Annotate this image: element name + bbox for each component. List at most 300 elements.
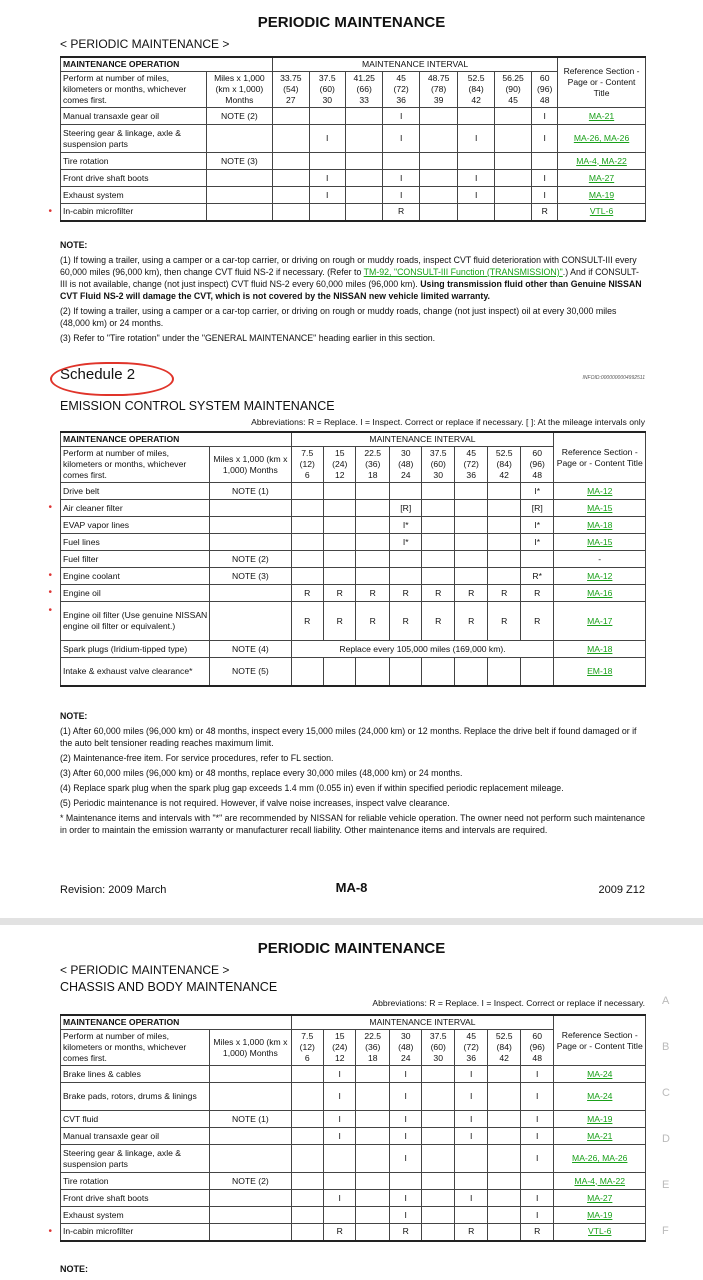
interval-cell: I: [324, 1190, 356, 1207]
reference-link[interactable]: MA-26, MA-26: [572, 1153, 628, 1163]
reference-link[interactable]: MA-27: [588, 172, 615, 183]
interval-column-header: [494, 72, 531, 108]
interval-cell: I: [389, 1128, 421, 1145]
chassis-section-title: CHASSIS AND BODY MAINTENANCE: [60, 980, 278, 994]
interval-months: 6: [304, 1053, 310, 1063]
interval-km: (54): [283, 84, 299, 94]
interval-cell: [488, 551, 520, 568]
reference-link[interactable]: MA-18: [587, 643, 613, 654]
notes-block-2: [60, 710, 646, 839]
interval-cell: [356, 483, 390, 500]
bullet-marker: •: [48, 502, 53, 513]
interval-cell: [R]: [389, 500, 421, 517]
interval-cell: R: [520, 602, 554, 641]
interval-cell: [324, 534, 356, 551]
interval-column-header: [520, 1030, 554, 1066]
note2-5: (5) Periodic maintenance is not required. However, if valve noise increases, inspect valve clearance.: [60, 798, 450, 808]
interval-km: (72): [463, 459, 479, 469]
note-2: (2) If towing a trailer, using a camper or a car-top carrier, or driving on rough or muddy roads, change (not just inspect) oil at every 30,000 miles (48,000 km) or 24 months.: [60, 306, 617, 328]
interval-cell: R: [488, 602, 520, 641]
interval-cell: [273, 153, 309, 170]
note-1-text-a: (1) If towing a trailer, using a camper or a car-top carrier, or driving on rough or muddy roads, inspect CVT fluid deterioration with CONSULT-III every 60,000 miles (96,000 km), then change CVT fluid NS-2 if necessary. (Refer to: [60, 255, 637, 277]
interval-cell: I: [324, 1083, 356, 1111]
note2-4: (4) Replace spark plug when the spark plug gap exceeds 1.4 mm (0.055 in) even if within specified periodic replacement mileage.: [60, 783, 564, 793]
interval-cell: R: [389, 602, 421, 641]
note-1-warning: Using transmission fluid other than Genuine NISSAN CVT Fluid NS-2 will damage the CVT, which is not covered by the NISSAN new vehicle limited warranty.: [60, 279, 642, 301]
interval-cell: [520, 1173, 554, 1190]
note-ref: [210, 1066, 291, 1083]
interval-cell: I*: [520, 483, 554, 500]
interval-cell: I: [324, 1128, 356, 1145]
interval-km: (90): [505, 84, 521, 94]
table-row: [61, 1190, 646, 1207]
interval-cell: [356, 534, 390, 551]
reference-link[interactable]: MA-27: [587, 1192, 613, 1203]
interval-column-header: [309, 72, 345, 108]
table-row: [61, 1128, 646, 1145]
perform-text: Perform at number of miles, kilometers or months, whichever comes first.: [61, 447, 210, 483]
interval-miles: 37.5: [429, 448, 447, 458]
reference-link[interactable]: MA-17: [587, 615, 613, 626]
interval-cell: R: [532, 204, 558, 221]
interval-miles: 45: [466, 448, 476, 458]
reference-cell: [558, 170, 646, 187]
interval-cell: [422, 1128, 454, 1145]
interval-cell: [291, 517, 323, 534]
interval-cell: [419, 170, 458, 187]
gutter-letter-c: C: [662, 1087, 670, 1099]
reference-link[interactable]: EM-18: [587, 665, 613, 676]
interval-cell: I: [454, 1083, 488, 1111]
reference-cell: [554, 1111, 646, 1128]
interval-km: (84): [496, 459, 512, 469]
interval-cell: [488, 500, 520, 517]
reference-link[interactable]: VTL-6: [588, 1226, 612, 1237]
units-text: Miles x 1,000 (km x 1,000) Months: [210, 1030, 291, 1066]
interval-miles: 52.5: [495, 448, 513, 458]
table-row: [61, 534, 646, 551]
reference-cell: [554, 1145, 646, 1173]
note-ref: [206, 125, 272, 153]
abbreviations-line-2: Abbreviations: R = Replace. I = Inspect. Correct or replace if necessary.: [372, 998, 645, 1008]
interval-cell: [356, 500, 390, 517]
reference-cell: [554, 1128, 646, 1145]
reference-link[interactable]: VTL-6: [589, 206, 614, 217]
operation-name: Fuel filter: [61, 551, 210, 568]
interval-cell: [324, 568, 356, 585]
red-annotation-circle: [50, 362, 174, 396]
note-ref: [210, 1145, 291, 1173]
interval-cell: [324, 1173, 356, 1190]
reference-link[interactable]: MA-4, MA-22: [576, 155, 627, 166]
interval-cell: [356, 568, 390, 585]
reference-link[interactable]: MA-4, MA-22: [574, 1175, 626, 1186]
interval-cell: [345, 108, 382, 125]
table-row: [61, 108, 646, 125]
interval-cell: [309, 153, 345, 170]
note-ref: [210, 517, 291, 534]
reference-link[interactable]: MA-19: [587, 1113, 613, 1124]
bullet-marker: •: [48, 1226, 53, 1237]
reference-link[interactable]: MA-15: [587, 502, 613, 513]
operation-name: Tire rotation: [61, 1173, 210, 1190]
interval-miles: 37.5: [318, 73, 336, 83]
interval-miles: 7.5: [301, 448, 314, 458]
interval-header: MAINTENANCE INTERVAL: [291, 1015, 554, 1030]
interval-km: (96): [529, 459, 545, 469]
reference-link[interactable]: MA-18: [587, 519, 613, 530]
operation-name: Exhaust system: [61, 1207, 210, 1224]
notes-heading-3: NOTE:: [60, 1264, 88, 1274]
interval-cell: R: [389, 1224, 421, 1241]
reference-cell: [554, 500, 646, 517]
interval-cell: [389, 551, 421, 568]
operation-name: Engine oil: [61, 585, 210, 602]
interval-cell: R: [454, 602, 488, 641]
reference-header: Reference Section - Page or - Content Title: [558, 57, 646, 108]
interval-cell: [494, 204, 531, 221]
maintenance-table-2: [60, 431, 646, 687]
interval-km: (48): [398, 1042, 414, 1052]
interval-header: MAINTENANCE INTERVAL: [291, 432, 554, 447]
interval-miles: 60: [532, 448, 542, 458]
reference-cell: [558, 108, 646, 125]
interval-cell: R: [422, 602, 454, 641]
interval-column-header: [383, 72, 419, 108]
operation-name: CVT fluid: [61, 1111, 210, 1128]
interval-cell: [356, 1190, 390, 1207]
page-title: PERIODIC MAINTENANCE: [257, 14, 446, 31]
note-ref: NOTE (2): [210, 1173, 291, 1190]
interval-cell: I: [454, 1190, 488, 1207]
interval-cell: [309, 108, 345, 125]
note-3: (3) Refer to "Tire rotation" under the "GENERAL MAINTENANCE" heading earlier in this section.: [60, 333, 436, 343]
bullet-marker: •: [48, 570, 53, 581]
interval-cell: R: [389, 585, 421, 602]
interval-cell: I: [458, 187, 494, 204]
table-header-row: [61, 1015, 646, 1030]
reference-cell: [554, 1173, 646, 1190]
interval-column-header: [454, 1030, 488, 1066]
interval-cell: [488, 534, 520, 551]
operation-name: In-cabin microfilter: [61, 1224, 210, 1241]
op-header: MAINTENANCE OPERATION: [61, 432, 292, 447]
interval-km: (60): [430, 1042, 446, 1052]
operation-name: Exhaust system: [61, 187, 207, 204]
interval-column-header: [532, 72, 558, 108]
footer-page-number: MA-8: [335, 880, 368, 895]
interval-cell: [291, 1083, 323, 1111]
interval-cell: [454, 658, 488, 686]
schedule-label: Schedule 2: [60, 366, 136, 383]
interval-cell: [389, 483, 421, 500]
interval-cell: [273, 170, 309, 187]
reference-link[interactable]: MA-19: [587, 1209, 613, 1220]
note-1-link[interactable]: TM-92, "CONSULT-III Function (TRANSMISSION)": [363, 267, 563, 277]
interval-months: 12: [334, 470, 345, 480]
interval-column-header: [389, 447, 421, 483]
note-ref: NOTE (3): [210, 568, 291, 585]
reference-header: Reference Section - Page or - Content Title: [554, 432, 646, 483]
interval-cell: I: [520, 1083, 554, 1111]
note-ref: [210, 1083, 291, 1111]
interval-cell: [324, 483, 356, 500]
reference-link[interactable]: MA-21: [587, 1130, 613, 1141]
op-header: MAINTENANCE OPERATION: [61, 1015, 292, 1030]
interval-cell: I*: [389, 534, 421, 551]
reference-cell: [554, 585, 646, 602]
operation-name: Front drive shaft boots: [61, 1190, 210, 1207]
interval-miles: 45: [396, 73, 406, 83]
interval-cell: [422, 1083, 454, 1111]
interval-cell: I: [532, 187, 558, 204]
interval-km: (36): [365, 459, 381, 469]
interval-cell: [324, 1145, 356, 1173]
table-row: [61, 1111, 646, 1128]
interval-miles: 33.75: [280, 73, 302, 83]
note-ref: [210, 1190, 291, 1207]
interval-cell: [291, 658, 323, 686]
interval-cell: [356, 517, 390, 534]
interval-cell: I: [520, 1190, 554, 1207]
bullet-marker: •: [48, 587, 53, 598]
interval-km: (96): [529, 1042, 545, 1052]
interval-cell: [356, 551, 390, 568]
table-row: [61, 1066, 646, 1083]
operation-name: Engine oil filter (Use genuine NISSAN engine oil filter or equivalent.): [61, 602, 210, 641]
interval-cell: [422, 658, 454, 686]
interval-miles: 56.25: [502, 73, 524, 83]
interval-months: 33: [359, 95, 369, 105]
interval-cell: [419, 204, 458, 221]
reference-link: -: [598, 553, 602, 564]
interval-km: (72): [393, 84, 409, 94]
interval-cell: I: [389, 1207, 421, 1224]
operation-name: Steering gear & linkage, axle & suspension parts: [61, 125, 207, 153]
operation-name: Intake & exhaust valve clearance*: [61, 658, 210, 686]
note-ref: [210, 585, 291, 602]
interval-km: (84): [468, 84, 484, 94]
reference-cell: [554, 551, 646, 568]
table-row: [61, 1173, 646, 1190]
note-ref: [206, 170, 272, 187]
interval-cell: [422, 534, 454, 551]
interval-column-header: [422, 1030, 454, 1066]
operation-name: Tire rotation: [61, 153, 207, 170]
interval-km: (12): [299, 459, 315, 469]
interval-cell: [422, 1145, 454, 1173]
interval-cell: [494, 187, 531, 204]
reference-cell: [554, 1224, 646, 1241]
interval-cell: I: [532, 170, 558, 187]
operation-name: Fuel lines: [61, 534, 210, 551]
interval-cell: [291, 1066, 323, 1083]
interval-cell: I*: [520, 517, 554, 534]
interval-column-header: [520, 447, 554, 483]
interval-miles: 41.25: [353, 73, 375, 83]
units-text: Miles x 1,000 (km x 1,000) Months: [206, 72, 272, 108]
interval-miles: 52.5: [467, 73, 485, 83]
reference-link[interactable]: MA-16: [587, 587, 613, 598]
note-ref: NOTE (1): [210, 483, 291, 500]
interval-cell: I: [458, 170, 494, 187]
reference-link[interactable]: MA-24: [587, 1091, 613, 1101]
interval-months: 30: [322, 95, 333, 105]
operation-name: EVAP vapor lines: [61, 517, 210, 534]
reference-link[interactable]: MA-26, MA-26: [573, 133, 630, 143]
interval-cell: [324, 500, 356, 517]
table-row: [61, 568, 646, 585]
interval-cell: [419, 187, 458, 204]
reference-cell: [554, 568, 646, 585]
interval-cell: [454, 568, 488, 585]
interval-cell: I: [454, 1128, 488, 1145]
interval-months: 18: [367, 1053, 378, 1063]
interval-cell: [488, 1145, 520, 1173]
interval-cell: [454, 500, 488, 517]
interval-cell: [324, 1207, 356, 1224]
interval-cell: I: [454, 1066, 488, 1083]
interval-miles: 22.5: [364, 1031, 382, 1041]
interval-cell: [422, 1190, 454, 1207]
interval-column-header: [291, 1030, 323, 1066]
interval-column-header: [488, 447, 520, 483]
note-1: [60, 254, 646, 302]
interval-cell: R: [324, 585, 356, 602]
interval-cell: R: [324, 1224, 356, 1241]
interval-cell: R: [291, 602, 323, 641]
interval-cell: R: [383, 204, 419, 221]
reference-cell: [558, 153, 646, 170]
interval-miles: 48.75: [427, 73, 450, 83]
interval-cell: [488, 1128, 520, 1145]
interval-cell: [422, 568, 454, 585]
note-ref: [206, 187, 272, 204]
interval-cell: I: [520, 1111, 554, 1128]
interval-cell: [488, 1207, 520, 1224]
interval-km: (96): [537, 84, 553, 94]
interval-km: (60): [319, 84, 335, 94]
interval-months: 42: [499, 470, 509, 480]
table-row: [61, 187, 646, 204]
page-gap: [0, 918, 703, 925]
interval-column-header: [356, 1030, 390, 1066]
interval-cell: I: [532, 108, 558, 125]
interval-cell: I: [309, 170, 345, 187]
interval-months: 36: [466, 470, 476, 480]
operation-name: Manual transaxle gear oil: [61, 108, 207, 125]
interval-cell: [422, 483, 454, 500]
reference-link[interactable]: MA-19: [588, 189, 615, 200]
op-header: MAINTENANCE OPERATION: [61, 57, 273, 72]
interval-cell: I*: [520, 534, 554, 551]
reference-link[interactable]: MA-15: [587, 536, 613, 547]
interval-cell: [422, 500, 454, 517]
reference-cell: [554, 602, 646, 641]
gutter-letter-e: E: [662, 1179, 670, 1191]
interval-cell: [454, 1173, 488, 1190]
interval-cell: [389, 568, 421, 585]
interval-cell: [324, 551, 356, 568]
interval-cell: R: [356, 585, 390, 602]
interval-cell: I: [324, 1111, 356, 1128]
manual-page-next: [0, 925, 703, 1280]
interval-cell: I: [520, 1207, 554, 1224]
table-row: [61, 1207, 646, 1224]
reference-link[interactable]: MA-12: [587, 485, 613, 496]
interval-months: 45: [508, 95, 518, 105]
reference-link[interactable]: MA-24: [587, 1068, 613, 1079]
interval-column-header: [458, 72, 494, 108]
interval-cell: [383, 153, 419, 170]
interval-cell: [309, 204, 345, 221]
interval-cell: R: [488, 585, 520, 602]
interval-cell: I: [324, 1066, 356, 1083]
interval-months: 36: [396, 95, 406, 105]
interval-km: (24): [332, 459, 348, 469]
interval-cell: [422, 1066, 454, 1083]
interval-miles: 60: [532, 1031, 542, 1041]
interval-cell: [356, 1128, 390, 1145]
reference-link[interactable]: MA-12: [587, 570, 613, 581]
table-row: [61, 551, 646, 568]
note2-1: (1) After 60,000 miles (96,000 km) or 48 months, inspect every 15,000 miles (24,000 km) or 12 months. Replace the drive belt if found damaged or if the auto belt tensioner reading reaches maximum limit.: [60, 726, 637, 748]
interval-cell: [356, 1207, 390, 1224]
section-breadcrumb: < PERIODIC MAINTENANCE >: [60, 37, 230, 51]
interval-cell: [458, 204, 494, 221]
interval-months: 48: [539, 95, 550, 105]
interval-months: 12: [334, 1053, 345, 1063]
interval-miles: 30: [400, 448, 411, 458]
table-row: [61, 483, 646, 500]
interval-column-header: [419, 72, 458, 108]
interval-cell: [345, 125, 382, 153]
interval-cell: I: [520, 1128, 554, 1145]
interval-cell: I: [383, 170, 419, 187]
note-ref: [210, 1224, 291, 1241]
interval-cell: R: [356, 602, 390, 641]
interval-miles: 45: [466, 1031, 476, 1041]
interval-cell: [422, 517, 454, 534]
reference-cell: [554, 517, 646, 534]
interval-cell: I: [389, 1145, 421, 1173]
interval-cell: R: [454, 585, 488, 602]
interval-cell: [488, 517, 520, 534]
table-row: [61, 1083, 646, 1111]
interval-column-header: [345, 72, 382, 108]
reference-link[interactable]: MA-21: [588, 110, 615, 121]
interval-cell: [454, 1207, 488, 1224]
reference-cell: [554, 483, 646, 500]
notes-heading: NOTE:: [60, 240, 88, 250]
interval-cell: R: [520, 1224, 554, 1241]
interval-cell: I*: [389, 517, 421, 534]
interval-months: 36: [466, 1053, 476, 1063]
note-1-text-b: .) And if CONSULT-III is not available, change (not just inspect) CVT fluid NS-2 every 60,000 miles (96,000 km).: [60, 267, 639, 289]
note-ref: [210, 1207, 291, 1224]
table-row: [61, 585, 646, 602]
note2-star: * Maintenance items and intervals with "*" are recommended by NISSAN for reliable vehicle operation. The owner need not perform such maintenance in order to maintain the emission warranty or manufacturer recall liability. Other maintenance items and intervals are required.: [60, 813, 646, 835]
interval-cell: [291, 1173, 323, 1190]
perform-text: Perform at number of miles, kilometers or months, whichever comes first.: [61, 1030, 210, 1066]
interval-km: (24): [332, 1042, 348, 1052]
abbreviations-line: Abbreviations: R = Replace. I = Inspect. Correct or replace if necessary. [ ]: At the mileage intervals only: [251, 417, 645, 427]
reference-cell: [558, 204, 646, 221]
interval-cell: R: [324, 602, 356, 641]
interval-cell: [291, 500, 323, 517]
interval-column-header: [488, 1030, 520, 1066]
interval-cell: [291, 1190, 323, 1207]
